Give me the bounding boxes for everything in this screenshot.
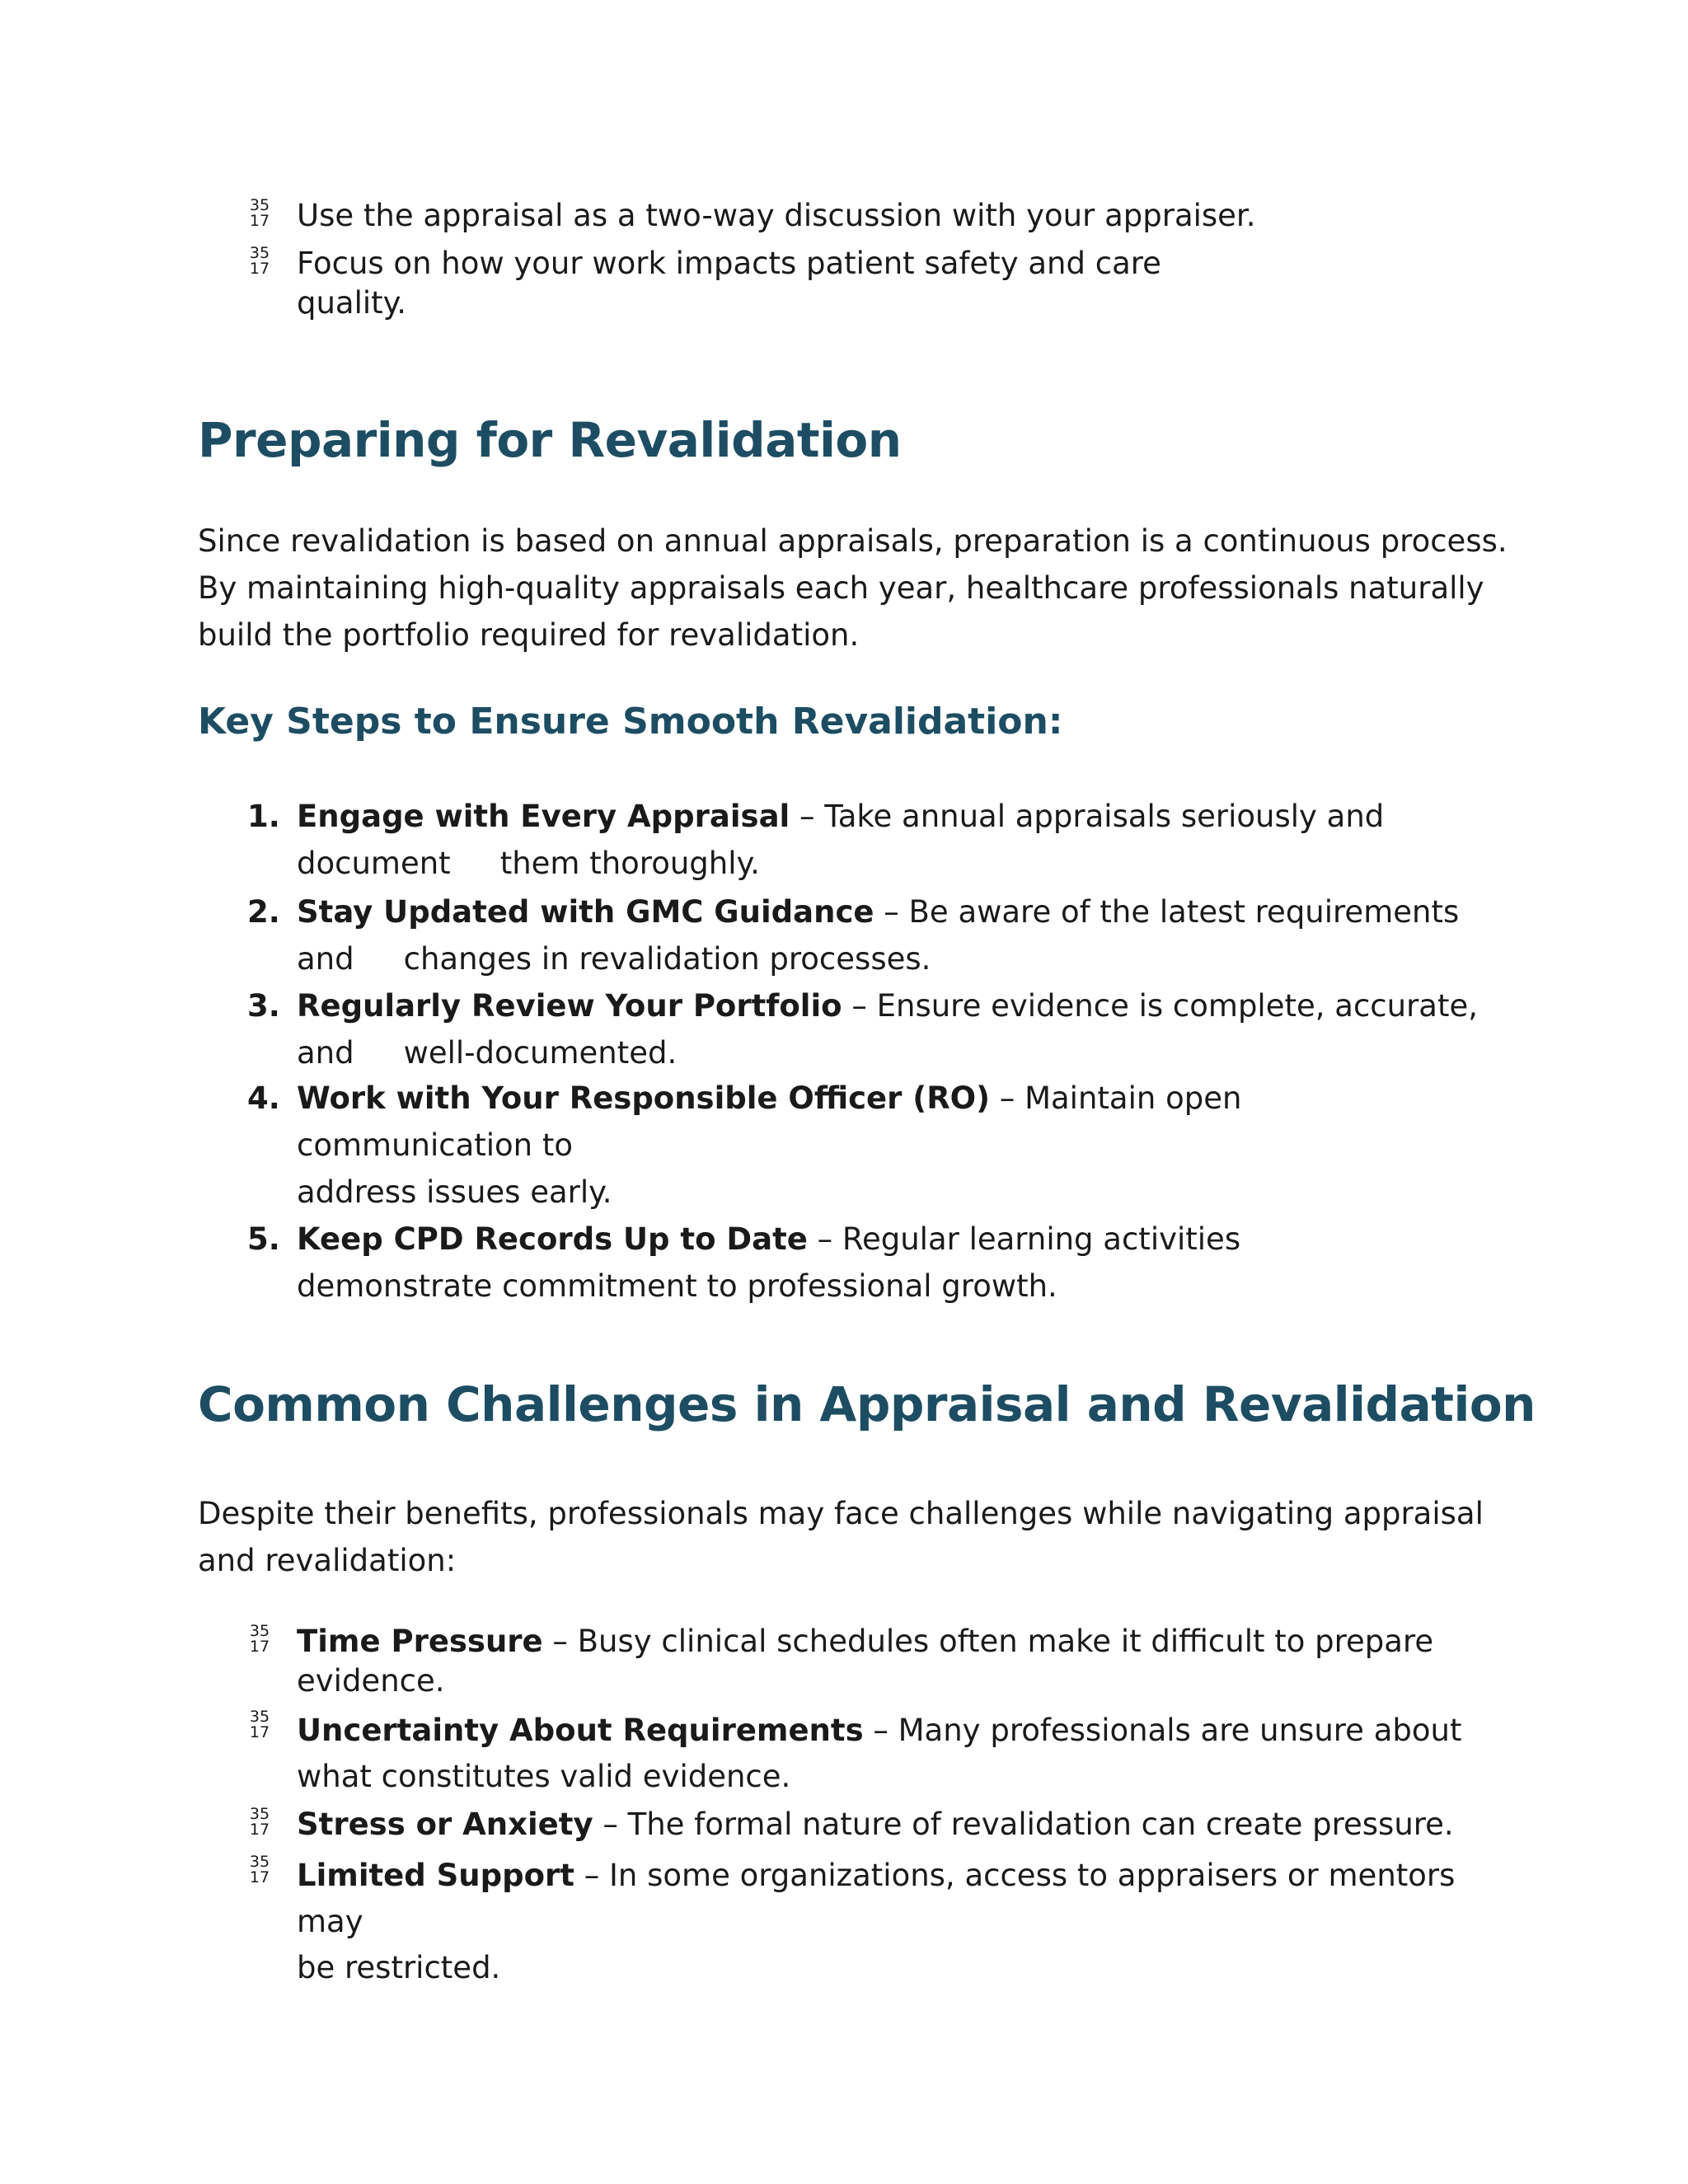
paragraph: Despite their benefits, professionals may face challenges while navigating appraisal and revalidation:: [198, 1496, 1484, 1578]
bullet-icon: 35 17: [249, 1853, 270, 1886]
bullet-text-continued: quality.: [297, 285, 407, 321]
list-item: [247, 196, 1484, 244]
section-heading: Preparing for Revalidation: [198, 412, 902, 468]
bullet-icon: 35 17: [249, 1805, 270, 1839]
sub-heading: Key Steps to Ensure Smooth Revalidation:: [198, 701, 1063, 743]
list-item: 3. Regularly Review Your Portfolio – Ensure evidence is complete, accurate, and well-documented.: [247, 988, 1478, 1071]
section-heading: Common Challenges in Appraisal and Revalidation: [198, 1376, 1536, 1432]
paragraph: Since revalidation is based on annual appraisals, preparation is a continuous process. By maintaining high-quality appraisals each year, healthcare professionals naturally build the portfolio required for revalidation.: [198, 523, 1507, 653]
steps-list: [247, 793, 1484, 1310]
list-item: 35 17 Uncertainty About Requirements – Many professionals are unsure about what constitutes valid evidence.: [247, 1708, 1484, 1800]
bullet-icon: 35 17: [249, 1708, 270, 1741]
list-item: 4. Work with Your Responsible Officer (RO) – Maintain open communication to address issues early.: [247, 1080, 1242, 1210]
challenges-list: [247, 1622, 1484, 1991]
bullet-text: Use the appraisal as a two-way discussion with your appraiser.: [297, 198, 1256, 233]
list-item: 35 17 Stress or Anxiety – The formal nature of revalidation can create pressure.: [247, 1805, 1484, 1844]
list-item: 35 17 Time Pressure – Busy clinical schedules often make it difficult to prepare evidence.: [247, 1622, 1484, 1701]
bullet-icon: 35 17: [249, 1622, 270, 1656]
list-item: 2. Stay Updated with GMC Guidance – Be aware of the latest requirements and changes in revalidation processes.: [247, 894, 1460, 977]
list-item: 35 17 Limited Support – In some organizations, access to appraisers or mentors may be restricted.: [247, 1853, 1484, 1991]
bullet-text: Focus on how your work impacts patient safety and care: [297, 246, 1161, 281]
bullet-icon: 35 17: [249, 244, 270, 278]
list-item: 5. Keep CPD Records Up to Date – Regular learning activities demonstrate commitment to professional growth.: [247, 1221, 1241, 1304]
bullet-icon: 35 17: [249, 196, 270, 230]
list-item: 1. Engage with Every Appraisal – Take annual appraisals seriously and document them thoroughly.: [247, 799, 1385, 881]
list-item: [247, 244, 1484, 323]
top-bullet-list: [247, 196, 1484, 323]
